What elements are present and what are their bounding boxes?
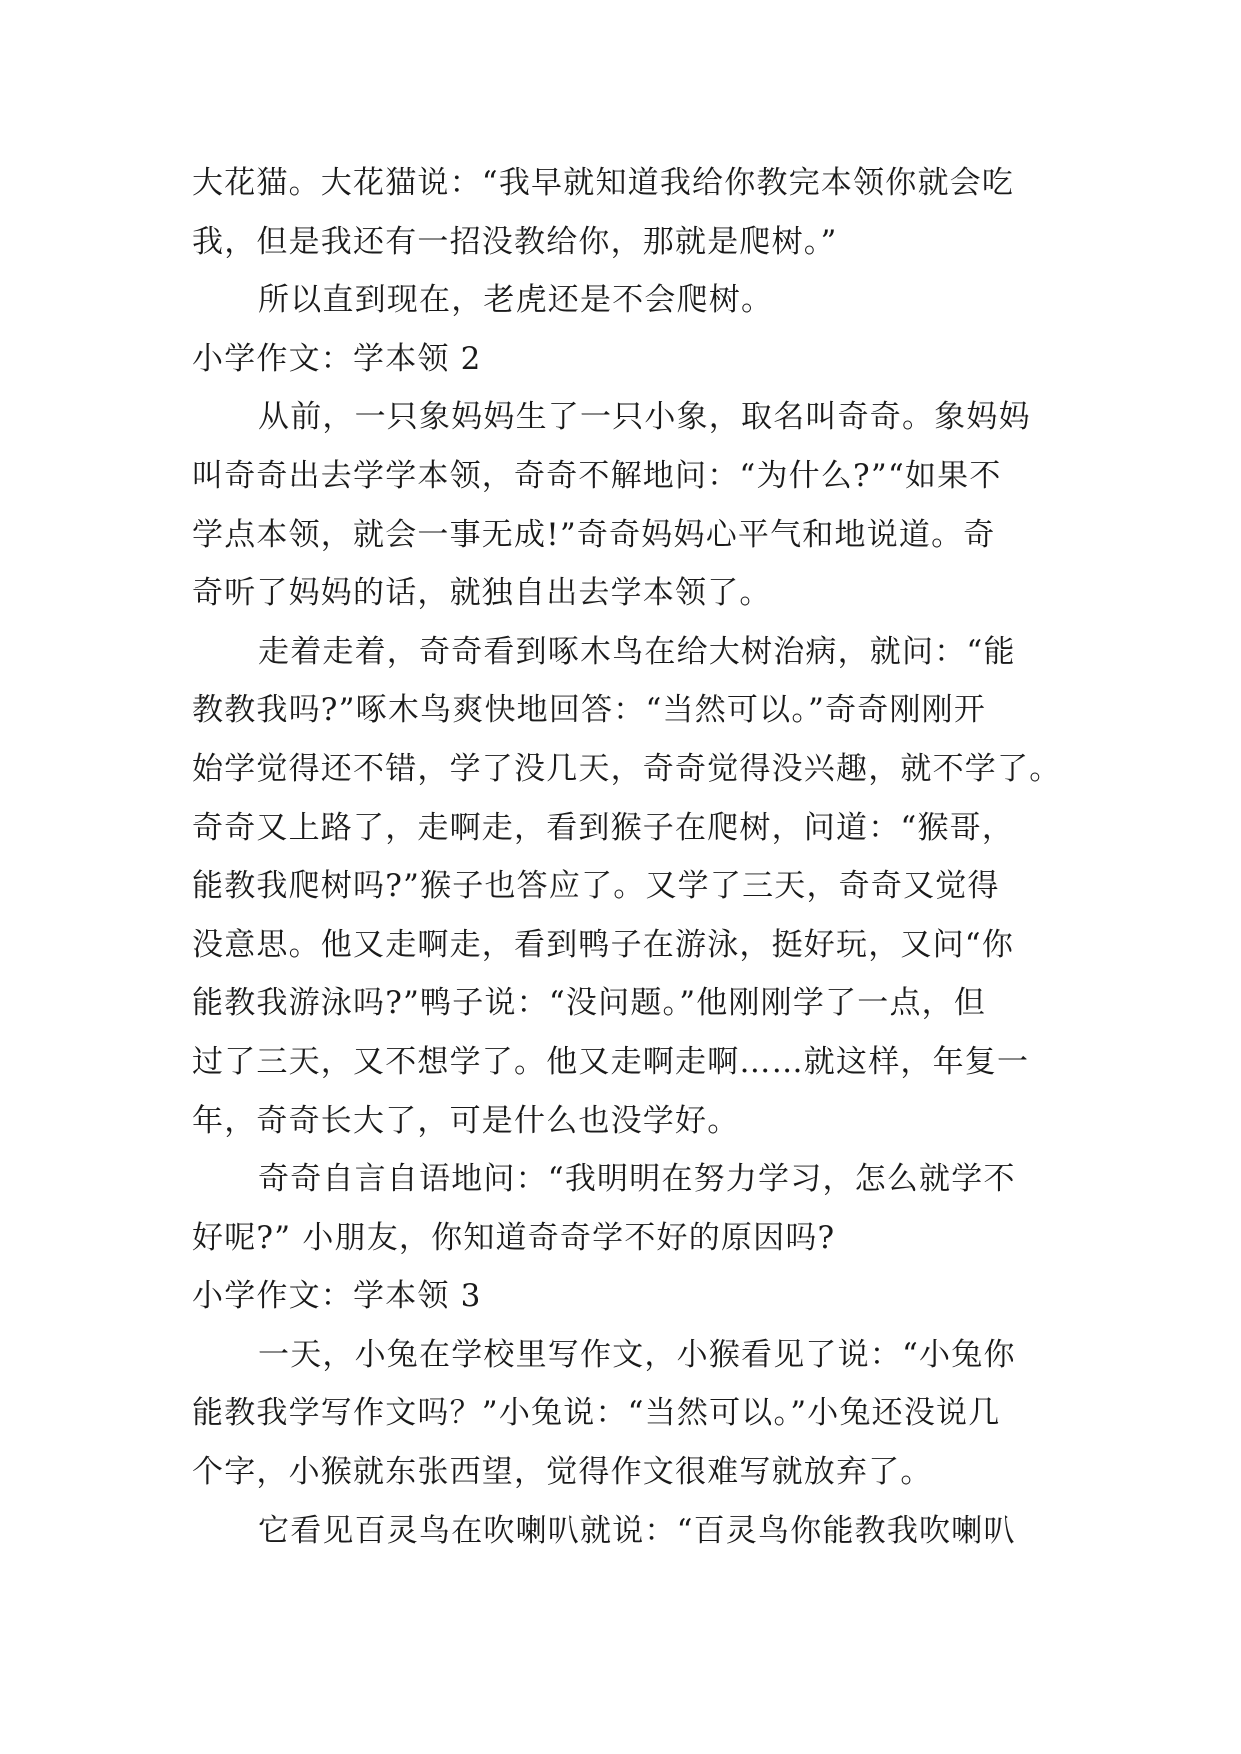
text-line: 奇听了妈妈的话，就独自出去学本领了。 xyxy=(192,575,772,612)
text-line: 奇奇自言自语地问：“我明明在努力学习，怎么就学不 xyxy=(258,1161,1016,1198)
text-line: 个字，小猴就东张西望，觉得作文很难写就放弃了。 xyxy=(192,1454,933,1491)
text-line: 没意思。他又走啊走，看到鸭子在游泳，挺好玩，又问“你 xyxy=(192,926,1015,963)
text-line: 能教我爬树吗?”猴子也答应了。又学了三天，奇奇又觉得 xyxy=(192,868,1000,905)
document-page xyxy=(192,154,1062,1560)
text-line: 好呢?” 小朋友，你知道奇奇学不好的原因吗? xyxy=(192,1219,836,1256)
text-line: 能教我游泳吗?”鸭子说：“没问题。”他刚刚学了一点，但 xyxy=(192,985,987,1022)
text-line: 叫奇奇出去学学本领，奇奇不解地问：“为什么?”“如果不 xyxy=(192,457,1002,494)
text-line: 大花猫。大花猫说：“我早就知道我给你教完本领你就会吃 xyxy=(192,165,1015,201)
text-line: 始学觉得还不错，学了没几天，奇奇觉得没兴趣，就不学了。 xyxy=(192,750,1062,787)
section-heading: 小学作文：学本领 2 xyxy=(192,340,482,377)
text-line: 过了三天，又不想学了。他又走啊走啊……就这样，年复一 xyxy=(192,1043,1030,1080)
text-line: 走着走着，奇奇看到啄木鸟在给大树治病，就问：“能 xyxy=(258,633,1016,670)
text-line: 它看见百灵鸟在吹喇叭就说：“百灵鸟你能教我吹喇叭 xyxy=(258,1512,1016,1549)
text-line: 所以直到现在，老虎还是不会爬树。 xyxy=(258,282,774,319)
text-line: 能教我学写作文吗？”小兔说：“当然可以。”小兔还没说几 xyxy=(192,1395,1001,1432)
text-line: 教教我吗?”啄木鸟爽快地回答：“当然可以。”奇奇刚刚开 xyxy=(192,692,987,729)
text-line: 我，但是我还有一招没教给你，那就是爬树。” xyxy=(192,223,838,260)
text-line: 一天，小兔在学校里写作文，小猴看见了说：“小兔你 xyxy=(258,1336,1016,1373)
text-line: 从前，一只象妈妈生了一只小象，取名叫奇奇。象妈妈 xyxy=(258,399,1031,436)
text-line: 学点本领，就会一事无成!”奇奇妈妈心平气和地说道。奇 xyxy=(192,516,996,553)
section-heading: 小学作文：学本领 3 xyxy=(192,1278,482,1315)
text-line: 年，奇奇长大了，可是什么也没学好。 xyxy=(192,1102,740,1139)
text-line: 奇奇又上路了，走啊走，看到猴子在爬树，问道：“猴哥， xyxy=(192,809,1015,846)
